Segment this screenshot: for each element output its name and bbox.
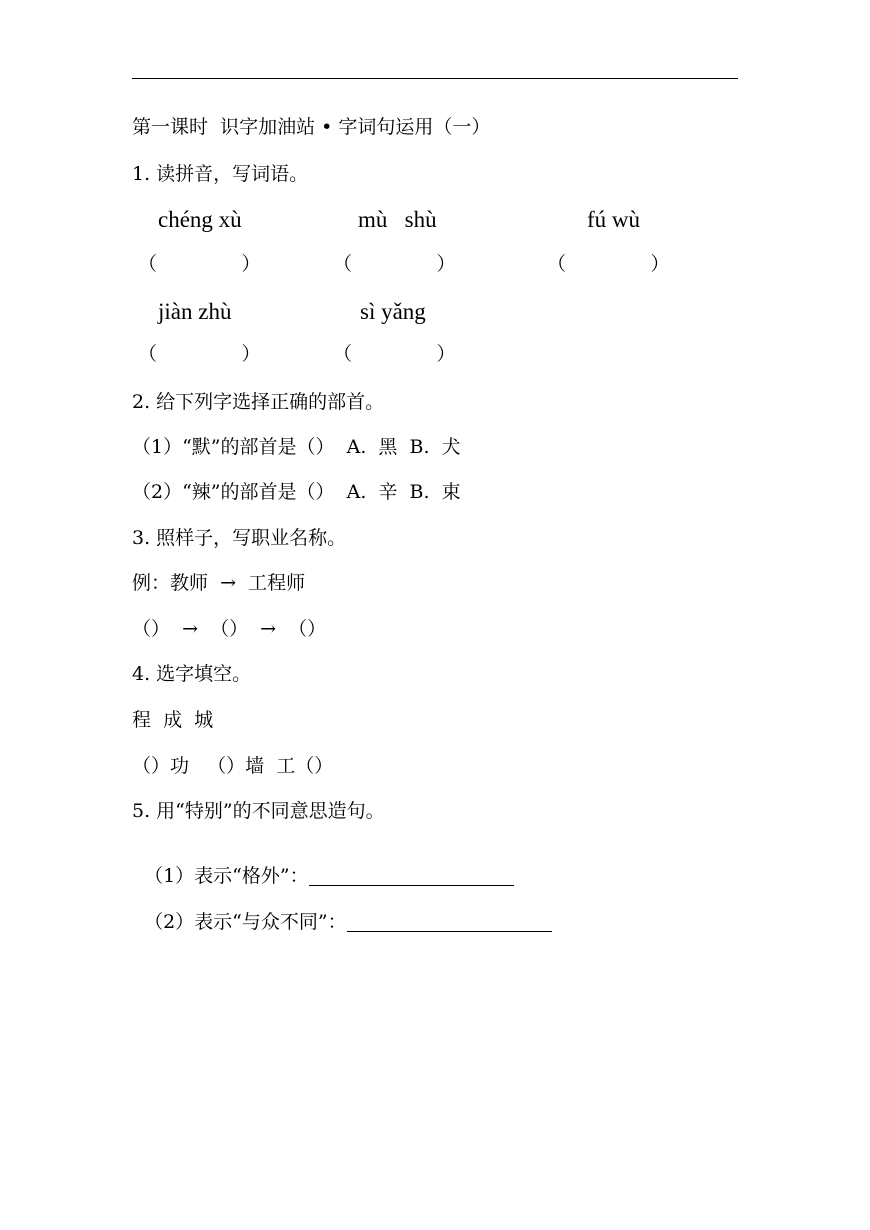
q2-item-1: （1）“默”的部首是（） A. 黑 B. 犬 [132,436,461,458]
q2-heading: 2. 给下列字选择正确的部首。 [132,391,385,413]
pinyin-5: sì yǎng [360,299,426,324]
q4-blanks[interactable]: （）功 （）墙 工（） [132,755,334,777]
answer-blank-2[interactable]: （ ） [333,253,456,275]
pinyin-3: fú wù [587,207,641,232]
pinyin-2: mù shù [358,207,437,232]
q5-item-1-label: （1）表示“格外”： [144,865,309,887]
lesson-title: 第一课时 识字加油站 • 字词句运用（一） [132,116,491,138]
answer-blank-4[interactable]: （ ） [138,343,261,365]
header-rule [132,78,738,79]
q3-example: 例：教师 → 工程师 [132,572,306,594]
q4-chars: 程 成 城 [132,709,214,731]
pinyin-4: jiàn zhù [158,299,232,324]
q3-heading: 3. 照样子，写职业名称。 [132,527,347,549]
pinyin-1: chéng xù [158,207,242,232]
answer-blank-1[interactable]: （ ） [138,253,261,275]
q5-item-2 [132,894,552,932]
answer-blank-5[interactable]: （ ） [333,343,456,365]
q5-answer-line-2[interactable] [347,913,552,932]
q5-item-2-label: （2）表示“与众不同”： [144,911,347,933]
q5-item-1 [132,848,514,886]
answer-blank-3[interactable]: （ ） [547,253,670,275]
q5-heading: 5. 用“特别”的不同意思造句。 [132,800,385,822]
q4-heading: 4. 选字填空。 [132,663,252,685]
q1-heading: 1. 读拼音，写词语。 [132,163,309,185]
q5-answer-line-1[interactable] [309,867,514,886]
q3-blanks[interactable]: （） → （） → （） [132,618,327,640]
q2-item-2: （2）“辣”的部首是（） A. 辛 B. 束 [132,481,461,503]
